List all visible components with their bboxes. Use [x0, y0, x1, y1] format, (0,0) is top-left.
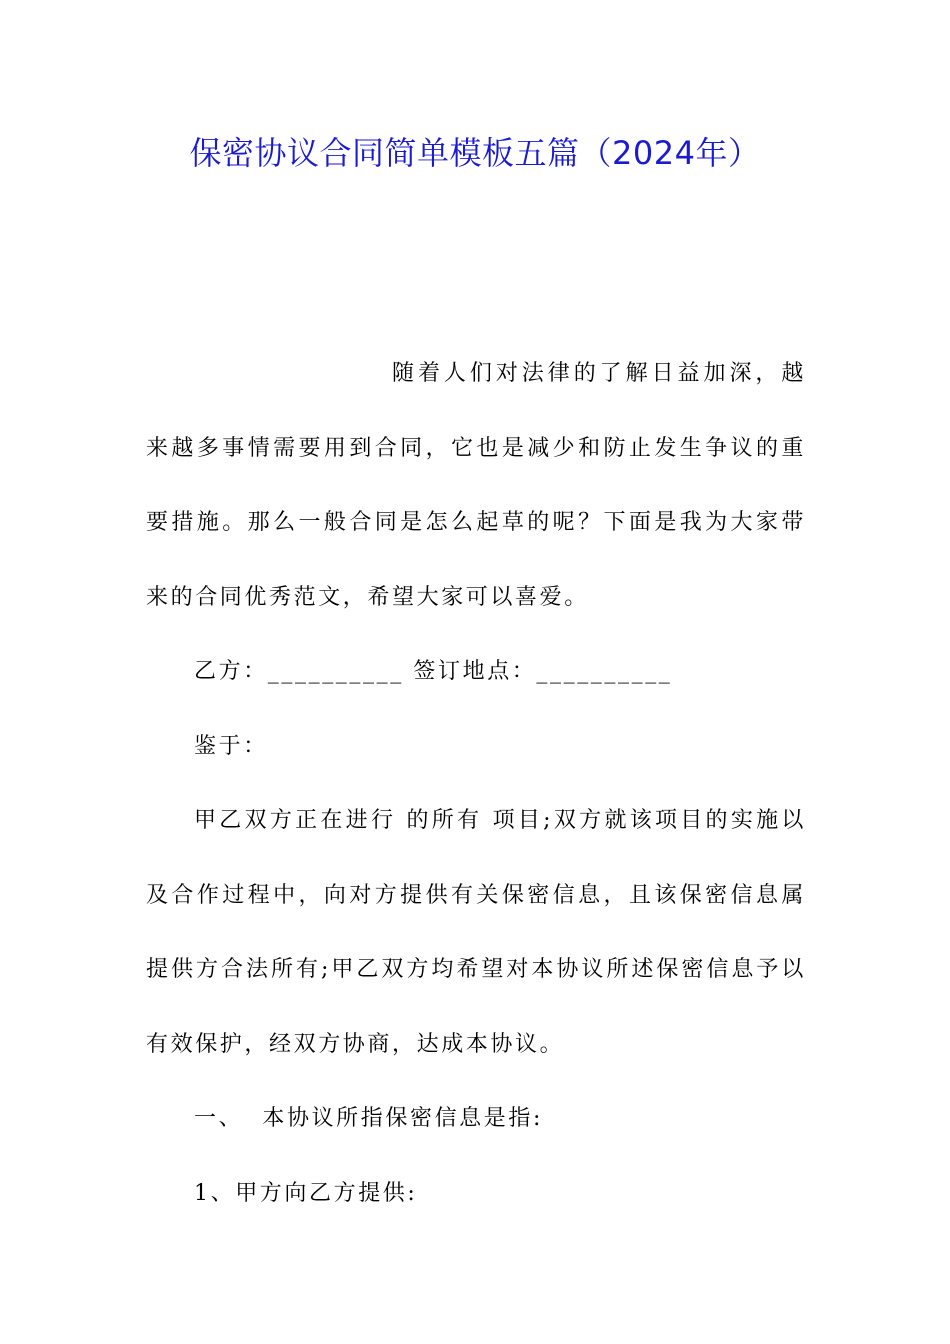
intro-paragraph: 随着人们对法律的了解日益加深，越来越多事情需要用到合同，它也是减少和防止发生争议的重要措施。那么一般合同是怎么起草的呢？下面是我为大家带来的合同优秀范文，希望大家可以喜爱。 [146, 361, 806, 610]
party-b-and-signing-place: 乙方：__________ 签订地点：__________ [194, 659, 673, 684]
whereas-paragraph: 甲乙双方正在进行 的所有 项目;双方就该项目的实施以及合作过程中，向对方提供有关保密信息，且该保密信息属提供方合法所有;甲乙双方均希望对本协议所述保密信息予以有效保护，经双方协商，达成本协议。 [146, 808, 806, 1057]
whereas-heading: 鉴于： [194, 733, 268, 759]
section-one-heading: 一、 本协议所指保密信息是指: [194, 1106, 543, 1131]
clause-one: 1、甲方向乙方提供: [194, 1180, 418, 1206]
document-title: 保密协议合同简单模板五篇（2024年） [189, 134, 761, 172]
document-body [146, 337, 806, 1231]
